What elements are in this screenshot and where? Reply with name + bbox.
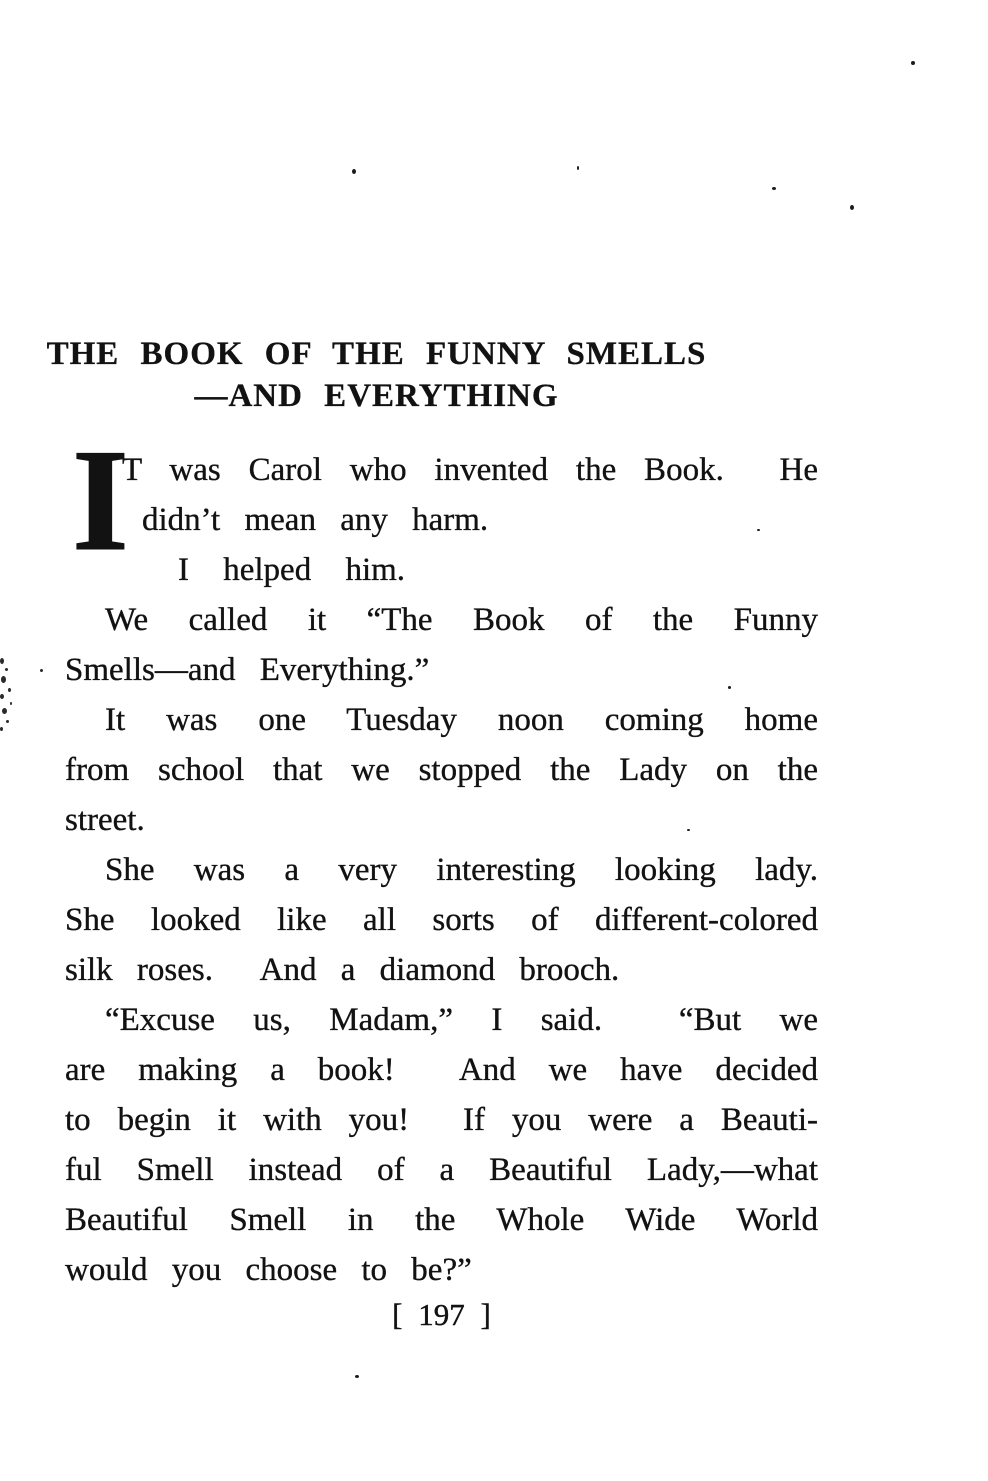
text-line: Smells—and Everything.” [65, 652, 430, 688]
scan-speck [577, 166, 579, 170]
text-line: street. [65, 802, 145, 838]
page-number: [ 197 ] [392, 1297, 491, 1332]
text-line: T was Carol who invented the Book. He [122, 452, 818, 488]
scan-speck [911, 61, 915, 65]
scan-speck [728, 686, 731, 689]
text-line: are making a book! And we have decided [65, 1052, 818, 1088]
text-line: It was one Tuesday noon coming home [105, 702, 818, 738]
chapter-heading-line-1: THE BOOK OF THE FUNNY SMELLS [46, 336, 707, 372]
text-line: didn’t mean any harm. [142, 502, 489, 538]
text-line: “Excuse us, Madam,” I said. “But we [105, 1002, 818, 1038]
text-line: ful Smell instead of a Beautiful Lady,—what [65, 1152, 818, 1188]
text-line: She was a very interesting looking lady. [105, 852, 818, 888]
text-line: would you choose to be?” [65, 1252, 472, 1288]
scan-speck [352, 169, 356, 174]
text-line: She looked like all sorts of different-colored [65, 902, 818, 938]
text-line: I helped him. [178, 552, 406, 588]
scan-speck [772, 187, 776, 190]
scan-speck [687, 829, 690, 831]
chapter-heading-line-2: —AND EVERYTHING [194, 378, 559, 414]
text-line: We called it “The Book of the Funny [105, 602, 818, 638]
scan-speck [757, 529, 760, 531]
text-line: from school that we stopped the Lady on the [65, 752, 818, 788]
text-line: Beautiful Smell in the Whole Wide World [65, 1202, 818, 1238]
text-line: silk roses. And a diamond brooch. [65, 952, 620, 988]
scan-speck [850, 205, 854, 210]
drop-cap: I [72, 419, 129, 581]
text-block [65, 0, 818, 1481]
scan-speck [355, 1375, 359, 1378]
text-line: to begin it with you! If you were a Beauti- [65, 1102, 818, 1138]
